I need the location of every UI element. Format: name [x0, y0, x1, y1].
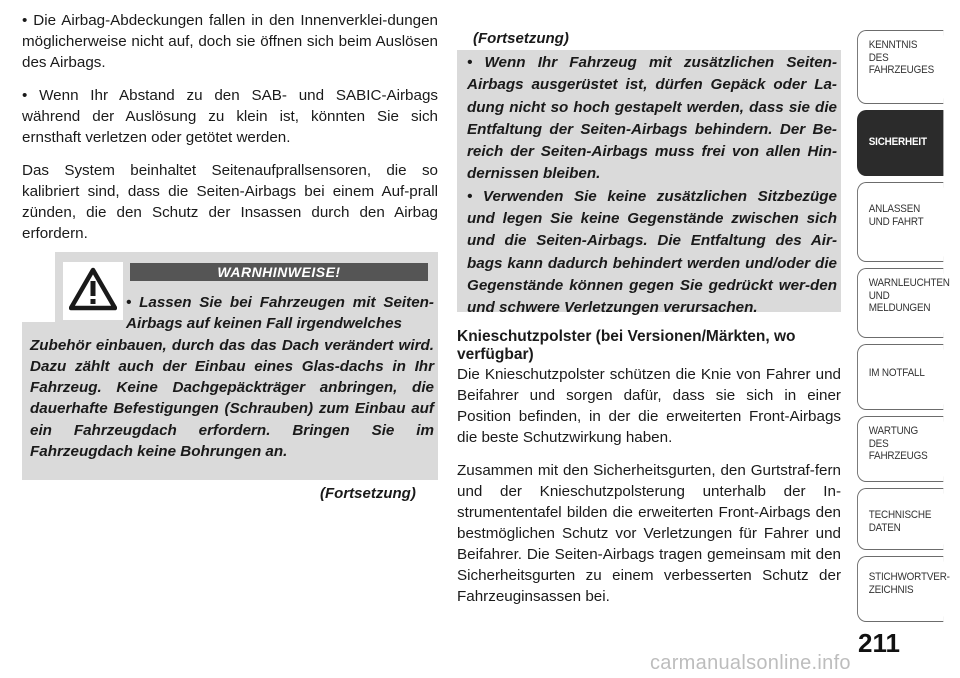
warning-item-luggage: • Wenn Ihr Fahrzeug mit zusätzlichen Seiten-Airbags ausgerüstet ist, dürfen Gepäck oder La-dung nicht so hoch gestapelt werden, dass sie die Entfaltung der Seiten-Airbags behindern. Der Be-reich der Seiten-Airbags muss frei von allen Hin-dernissen bleiben.: [467, 54, 837, 183]
warning-item-seat-covers: • Verwenden Sie keine zusätzlichen Sitzbezüge und legen Sie keine Gegenstände zwischen sich und die Seiten-Airbags. Die Entfaltung des Air-bags kann dadurch behindert werden und/oder die Gegenstände können gegen Sie gedrückt wer-den und schwere Verletzungen verursachen.: [467, 187, 837, 317]
left-column: [22, 10, 438, 256]
tab-label-line: WARTUNG: [868, 425, 919, 437]
tab-label-line: SICHERHEIT: [868, 136, 927, 148]
warning-title: WARNHINWEISE!: [130, 263, 428, 281]
tab-label-line: UND: [868, 289, 890, 302]
paragraph-distance-warning: • Wenn Ihr Abstand zu den SAB- und SABIC-Airbags während der Auslösung zu klein ist, könnten Sie sich ernsthaft verletzen oder getötet werden.: [22, 87, 438, 146]
tab-label-line: FAHRZEUGS: [868, 450, 928, 462]
tab-label-line: STICHWORTVER-: [868, 571, 950, 583]
tab-label-line: FAHRZEUGES: [868, 64, 935, 76]
paragraph-airbag-covers: • Die Airbag-Abdeckungen fallen in den Innenverklei-dungen möglicherweise nicht auf, doch sie öffnen sich beim Auslösen des Airbags.: [22, 12, 438, 71]
warning-text: [30, 292, 434, 462]
tab-label-line: MELDUNGEN: [868, 302, 931, 314]
tab-warnleuchten-und-meldungen[interactable]: [857, 268, 950, 338]
tab-technische-daten[interactable]: [857, 488, 943, 550]
tab-label-line: WARNLEUCHTEN: [868, 277, 950, 289]
paragraph-knee-bolster: Die Knieschutzpolster schützen die Knie von Fahrer und Beifahrer und sorgen dafür, dass sie sich in einer Position befinden, in der die erweiterten Front-Airbags die beste Schutzwirkung haben.: [457, 366, 841, 446]
tab-wartung-des-fahrzeugs[interactable]: [857, 416, 943, 482]
tab-label-line: DES: [868, 437, 889, 450]
tab-label-line: KENNTNIS: [868, 39, 918, 51]
tab-label-line: UND FAHRT: [868, 215, 924, 228]
continued-label-left: (Fortsetzung): [320, 485, 416, 502]
tab-kenntnis-des-fahrzeuges[interactable]: [857, 30, 943, 104]
tab-anlassen-und-fahrt[interactable]: [857, 182, 943, 262]
warning-rest: Zubehör einbauen, durch das das Dach verändert wird. Dazu zählt auch der Einbau eines Glas-dachs in Ihr Fahrzeug. Keine Dachgepäckträger anbringen, die dauerhafte Befestigungen (Schrauben) zum Einbau auf ein Fahrzeugdach erfordern. Bringen Sie im Fahrzeugdach keine Bohrungen an.: [30, 336, 434, 461]
paragraph-combined-protection: Zusammen mit den Sicherheitsgurten, den Gurtstraf-fern und der Knieschutzpolsterung unterhalb der In-strumententafel bilden die erweiterten Front-Airbags den bestmöglichen Schutz vor Verletzungen für Fahrer und Beifahrer. Die Seiten-Airbags tragen gemeinsam mit den Sicherheitsgurten zu einem verbesserten Schutz der Fahrzeuginsassen bei.: [457, 462, 841, 605]
tab-im-notfall[interactable]: [857, 344, 943, 410]
tab-stichwortverzeichnis[interactable]: [857, 556, 950, 622]
watermark: carmanualsonline.info: [650, 652, 851, 674]
page-number: 211: [858, 628, 900, 658]
tab-label-line: ANLASSEN: [868, 203, 921, 215]
continued-label-right: (Fortsetzung): [473, 30, 569, 47]
warning-first-line: • Lassen Sie bei Fahrzeugen mit Seiten-Airbags auf keinen Fall irgendwelches: [126, 294, 434, 333]
right-body-text: [457, 364, 841, 619]
tab-label-line: DES: [868, 51, 889, 64]
warning-continuation-text: [467, 52, 837, 320]
tab-label-line: IM NOTFALL: [868, 367, 925, 379]
tab-label-line: DATEN: [868, 521, 901, 534]
tab-label-line: ZEICHNIS: [868, 583, 914, 596]
paragraph-side-sensors: Das System beinhaltet Seitenaufprallsensoren, die so kalibriert sind, dass die Seiten-Airbags bei einem Auf-prall zünden, die den Schutz der Insassen durch den Airbag erfordern.: [22, 162, 438, 242]
tab-label-line: TECHNISCHE: [868, 509, 932, 521]
section-heading-knee-bolster: Knieschutzpolster (bei Versionen/Märkten, wo verfügbar): [457, 328, 796, 363]
tab-sicherheit[interactable]: [857, 110, 943, 176]
